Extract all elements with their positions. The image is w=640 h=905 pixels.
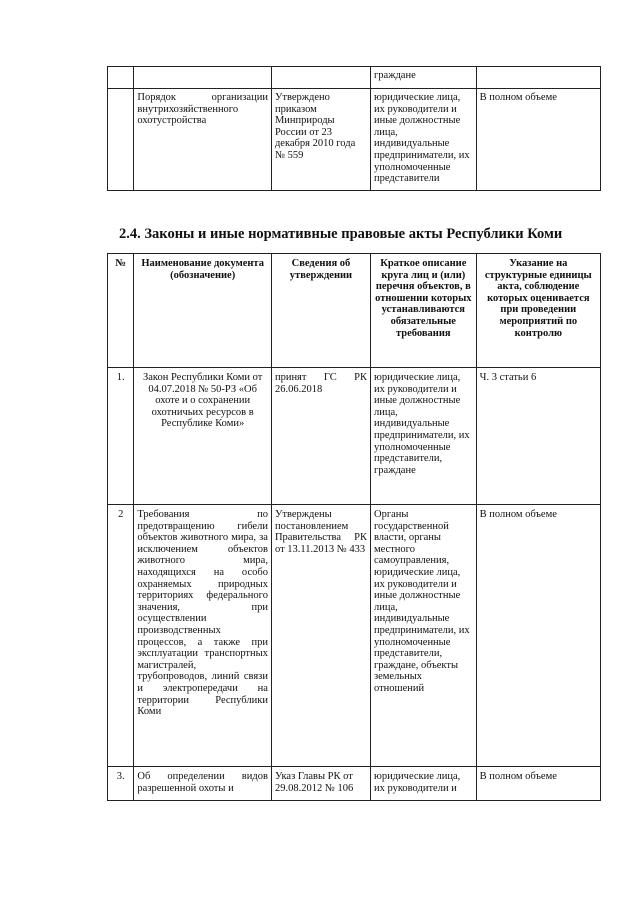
header-subjects: Краткое описание круга лиц и (или) перечня объектов, в отношении которых устанавливаются обязательные требования — [370, 254, 476, 368]
approval-info: Утверждено приказом Минприроды России от 23 декабря 2010 года № 559 — [271, 89, 370, 191]
document-name: Требования по предотвращению гибели объектов животного мира, за исключением объектов животного мира, находящихся на особо охраняемых природных территориях федерального значения, при осуществлении производственных процессов, а также при эксплуатации транспортных магистралей, трубопроводов, линий связи и электропередачи на территории Республики Коми — [134, 505, 272, 767]
row-number — [108, 89, 134, 191]
row-number — [108, 67, 134, 89]
table-header-row — [108, 254, 601, 368]
header-number: № — [108, 254, 134, 368]
table-row — [108, 89, 601, 191]
table-row — [108, 767, 601, 801]
section-heading: 2.4. Законы и иные нормативные правовые акты Республики Коми — [119, 226, 563, 242]
approval-info — [271, 67, 370, 89]
table-row — [108, 505, 601, 767]
document-name — [134, 67, 272, 89]
subjects-description: юридические лица, их руководители и иные должностные лица, индивидуальные предприниматели, их уполномоченные представители, граждане — [370, 368, 476, 505]
document-name: Закон Республики Коми от 04.07.2018 № 50-РЗ «Об охоте и о сохранении охотничьих ресурсов в Республике Коми» — [134, 368, 272, 505]
subjects-description: юридические лица, их руководители и — [370, 767, 476, 801]
scope-indication: В полном объеме — [476, 767, 600, 801]
scope-indication: Ч. 3 статьи 6 — [476, 368, 600, 505]
document-name: Порядок организации внутрихозяйственного охотустройства — [134, 89, 272, 191]
subjects-description: граждане — [370, 67, 476, 89]
previous-section-table — [107, 66, 601, 191]
scope-indication: В полном объеме — [476, 505, 600, 767]
scope-indication: В полном объеме — [476, 89, 600, 191]
row-number: 2 — [108, 505, 134, 767]
approval-info: Указ Главы РК от 29.08.2012 № 106 — [271, 767, 370, 801]
table-row — [108, 368, 601, 505]
header-approval: Сведения об утверждении — [271, 254, 370, 368]
document-name: Об определении видов разрешенной охоты и — [134, 767, 272, 801]
subjects-description: юридические лица, их руководители и иные должностные лица, индивидуальные предприниматели, их уполномоченные представители — [370, 89, 476, 191]
table-row — [108, 67, 601, 89]
scope-indication — [476, 67, 600, 89]
header-name: Наименование документа (обозначение) — [134, 254, 272, 368]
row-number: 1. — [108, 368, 134, 505]
approval-info: Утверждены постановлением Правительства РК от 13.11.2013 № 433 — [271, 505, 370, 767]
subjects-description: Органы государственной власти, органы местного самоуправления, юридические лица, их руководители и иные должностные лица, индивидуальные предприниматели, их уполномоченные представители, граждане, объекты земельных отношений — [370, 505, 476, 767]
regional-acts-table — [107, 253, 601, 801]
approval-info: принят ГС РК 26.06.2018 — [271, 368, 370, 505]
row-number: 3. — [108, 767, 134, 801]
header-scope: Указание на структурные единицы акта, соблюдение которых оценивается при проведении мероприятий по контролю — [476, 254, 600, 368]
